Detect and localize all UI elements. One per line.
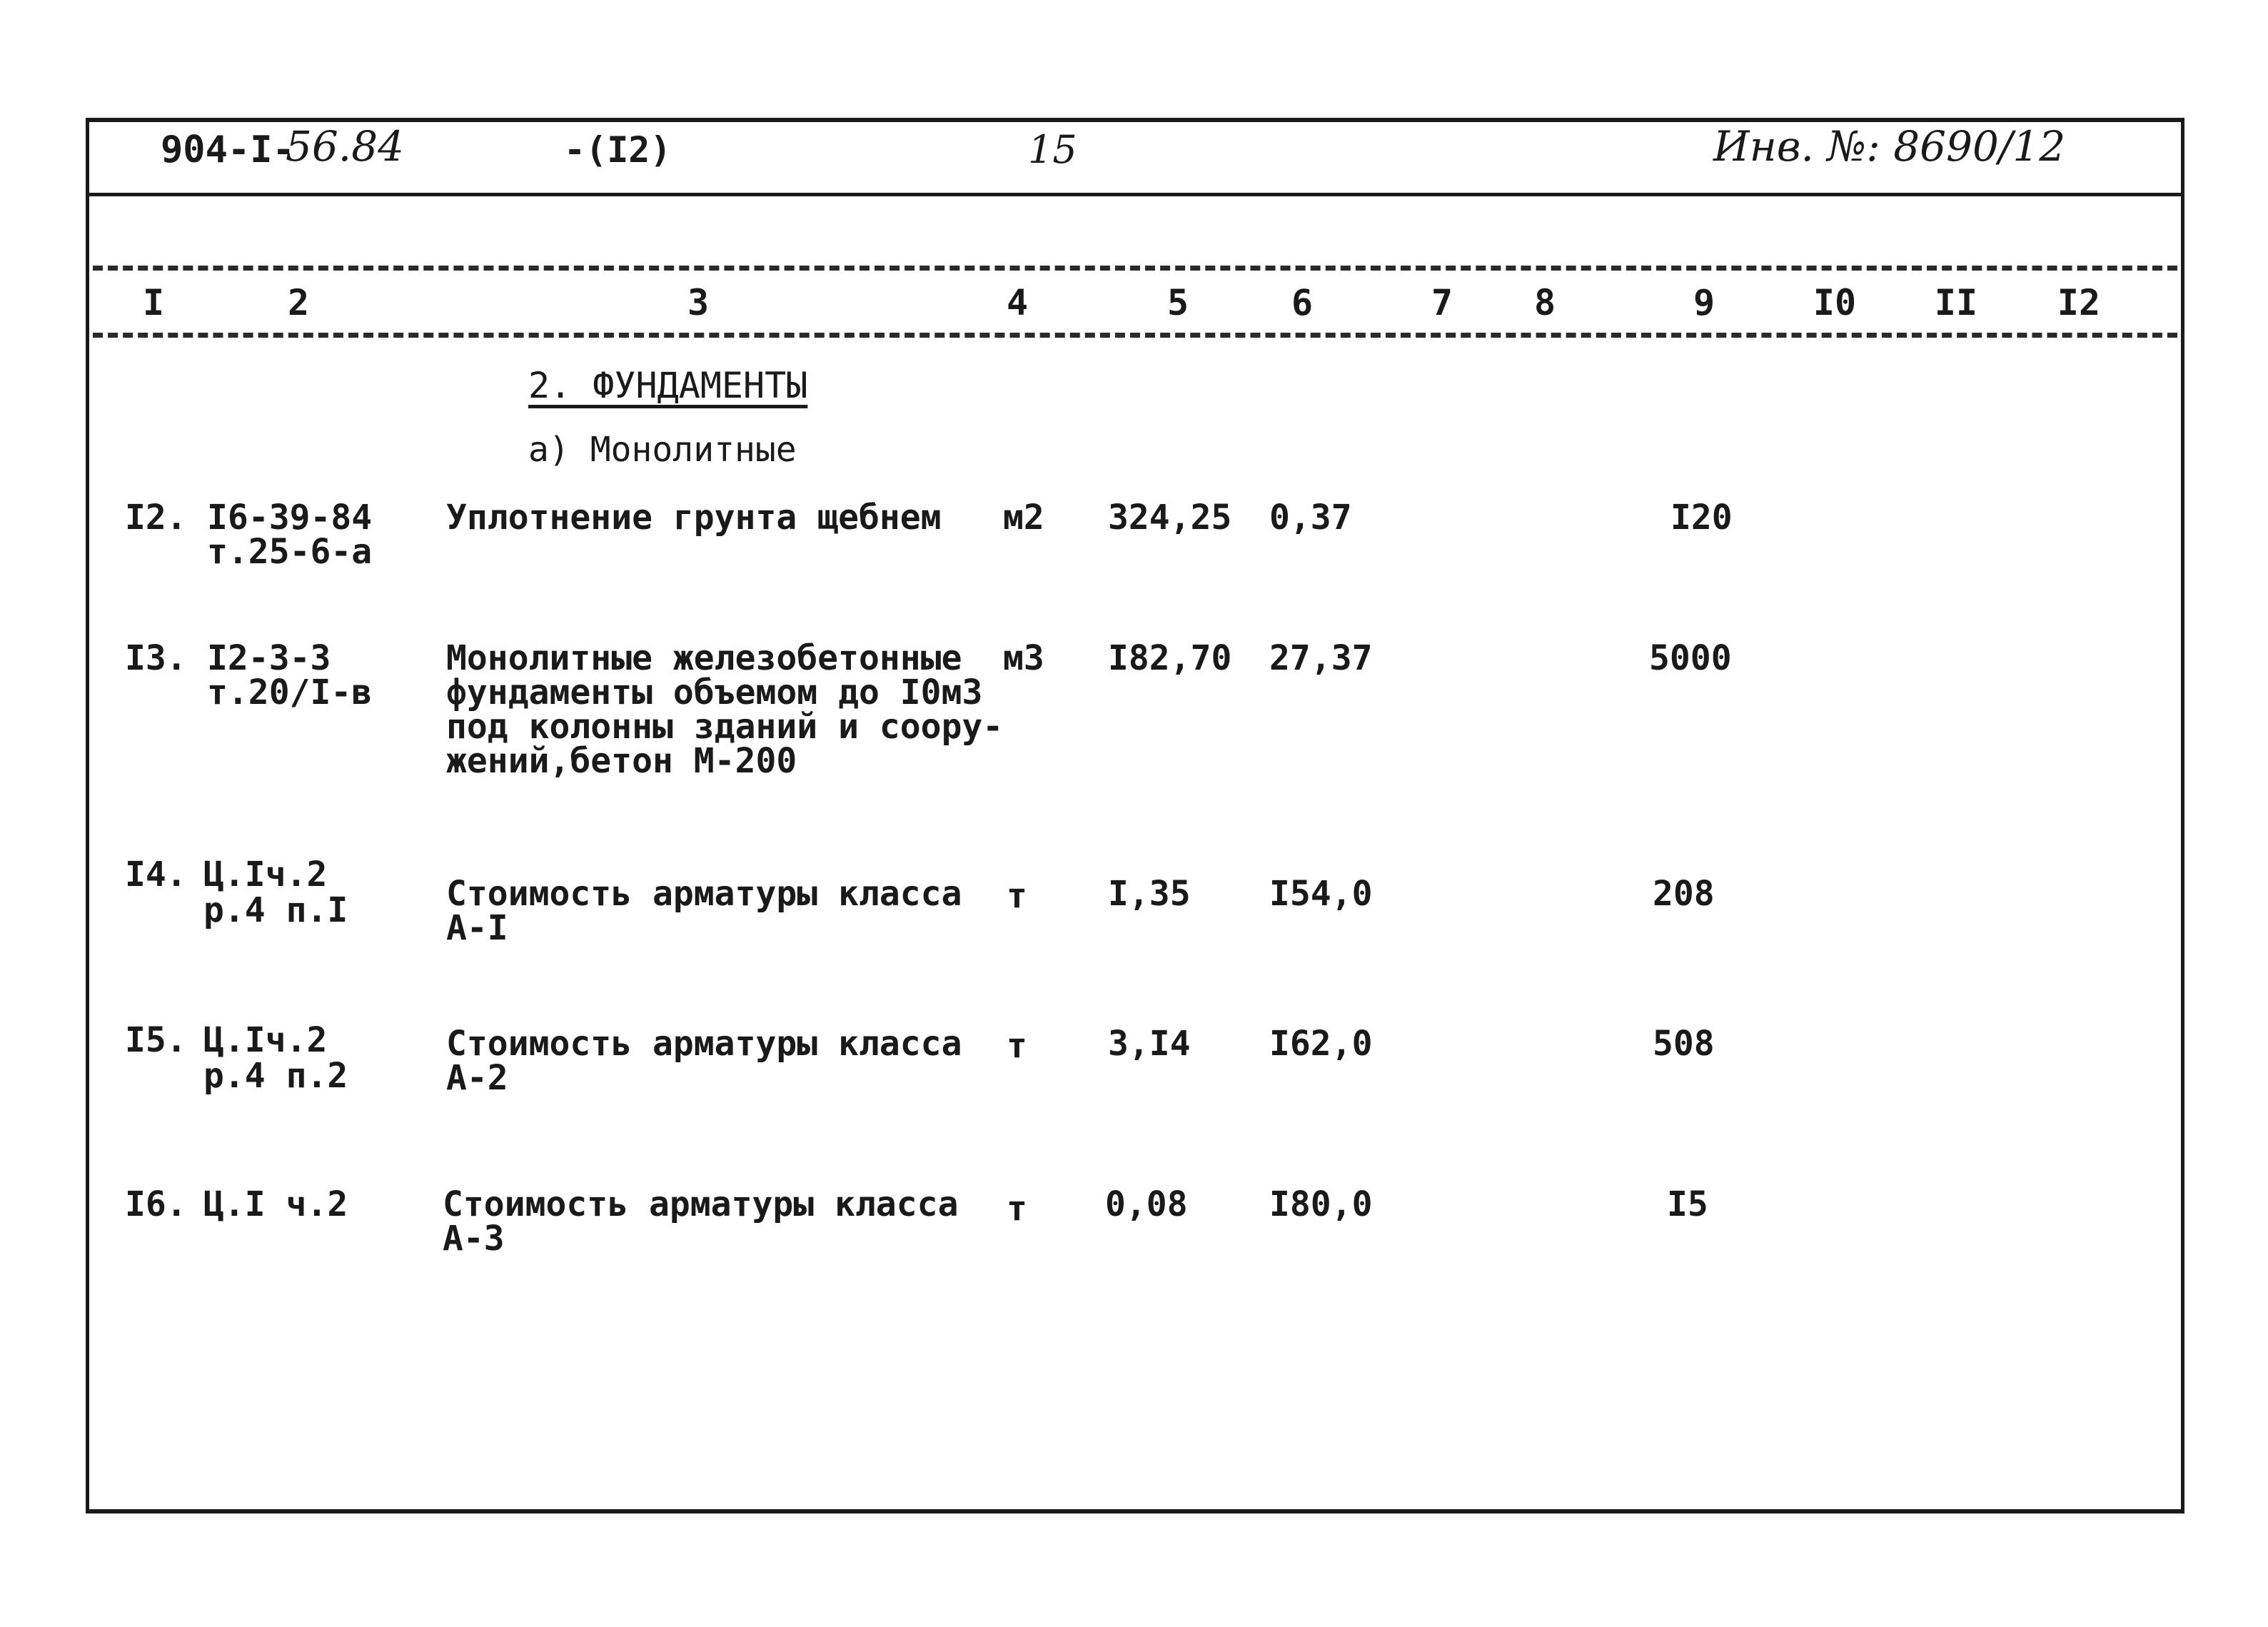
column-number: I2 xyxy=(2057,282,2101,323)
column-header-top-rule xyxy=(93,266,2177,271)
page-frame xyxy=(86,118,2184,1513)
row-number: I5. xyxy=(125,1020,187,1060)
column-number: 3 xyxy=(687,282,710,323)
row-description-line: Стоимость арматуры класса xyxy=(446,1024,962,1064)
row-total: 508 xyxy=(1653,1024,1715,1064)
row-unit-price: 27,37 xyxy=(1269,638,1373,678)
row-number: I2. xyxy=(125,498,187,538)
row-unit-price: I80,0 xyxy=(1269,1184,1373,1224)
row-total: I5 xyxy=(1667,1184,1708,1224)
row-description-line: Стоимость арматуры класса xyxy=(446,874,962,914)
row-description-line: фундаменты объемом до I0м3 xyxy=(446,673,983,712)
column-number: 9 xyxy=(1693,282,1715,323)
column-number: II xyxy=(1934,282,1978,323)
row-quantity: 3,I4 xyxy=(1108,1024,1191,1064)
row-description-line: А-2 xyxy=(446,1058,508,1098)
row-unit: т xyxy=(1007,876,1027,916)
row-total: 5000 xyxy=(1649,638,1732,678)
row-code-line: р.4 п.I xyxy=(203,890,348,930)
row-code-line: Ц.Iч.2 xyxy=(203,855,328,895)
header-rule xyxy=(86,193,2184,196)
row-unit-price: I54,0 xyxy=(1269,874,1373,914)
section-title: 2. ФУНДАМЕНТЫ xyxy=(528,365,808,406)
inventory-number: Инв. №: 8690/12 xyxy=(1713,122,2066,171)
column-number: 8 xyxy=(1533,282,1556,323)
column-number: 5 xyxy=(1166,282,1189,323)
row-total: 208 xyxy=(1653,874,1715,914)
page-number: 15 xyxy=(1028,127,1077,172)
row-code-line: I6-39-84 xyxy=(207,498,373,538)
row-unit-price: 0,37 xyxy=(1269,498,1352,538)
row-code-line: Ц.Iч.2 xyxy=(203,1020,328,1060)
row-description-line: Стоимость арматуры класса xyxy=(443,1184,959,1224)
row-unit: т xyxy=(1007,1189,1027,1229)
row-quantity: I,35 xyxy=(1108,874,1191,914)
doc-code-handwritten: 56.84 xyxy=(286,122,405,171)
column-header-bottom-rule xyxy=(93,333,2177,338)
column-number: I0 xyxy=(1813,282,1857,323)
row-unit: м2 xyxy=(1003,498,1044,538)
doc-code-printed: 904-I- xyxy=(161,129,295,171)
row-quantity: I82,70 xyxy=(1108,638,1232,678)
section-subtitle: а) Монолитные xyxy=(528,430,797,470)
row-description-line: Монолитные железобетонные xyxy=(446,638,962,678)
row-number: I6. xyxy=(125,1184,187,1224)
row-number: I4. xyxy=(125,855,187,895)
row-code-line: Ц.I ч.2 xyxy=(203,1184,348,1224)
row-description-line: Уплотнение грунта щебнем xyxy=(446,498,942,538)
column-number: I xyxy=(142,282,165,323)
column-number: 7 xyxy=(1431,282,1453,323)
row-code-line: т.20/I-в xyxy=(207,673,373,712)
column-number: 2 xyxy=(287,282,310,323)
row-code-line: т.25-6-а xyxy=(207,532,373,572)
sheet-ref: -(I2) xyxy=(564,129,672,171)
row-description-line: под колонны зданий и соору- xyxy=(446,707,1004,747)
row-code-line: р.4 п.2 xyxy=(203,1056,348,1096)
row-description-line: А-3 xyxy=(443,1219,505,1259)
row-description-line: А-I xyxy=(446,908,508,948)
column-number: 6 xyxy=(1291,282,1314,323)
row-unit: м3 xyxy=(1003,638,1044,678)
row-number: I3. xyxy=(125,638,187,678)
row-quantity: 0,08 xyxy=(1105,1184,1188,1224)
row-quantity: 324,25 xyxy=(1108,498,1232,538)
row-unit-price: I62,0 xyxy=(1269,1024,1373,1064)
column-number: 4 xyxy=(1006,282,1029,323)
row-code-line: I2-3-3 xyxy=(207,638,331,678)
row-description-line: жений,бетон М-200 xyxy=(446,741,797,781)
row-total: I20 xyxy=(1670,498,1733,538)
row-unit: т xyxy=(1007,1026,1027,1066)
